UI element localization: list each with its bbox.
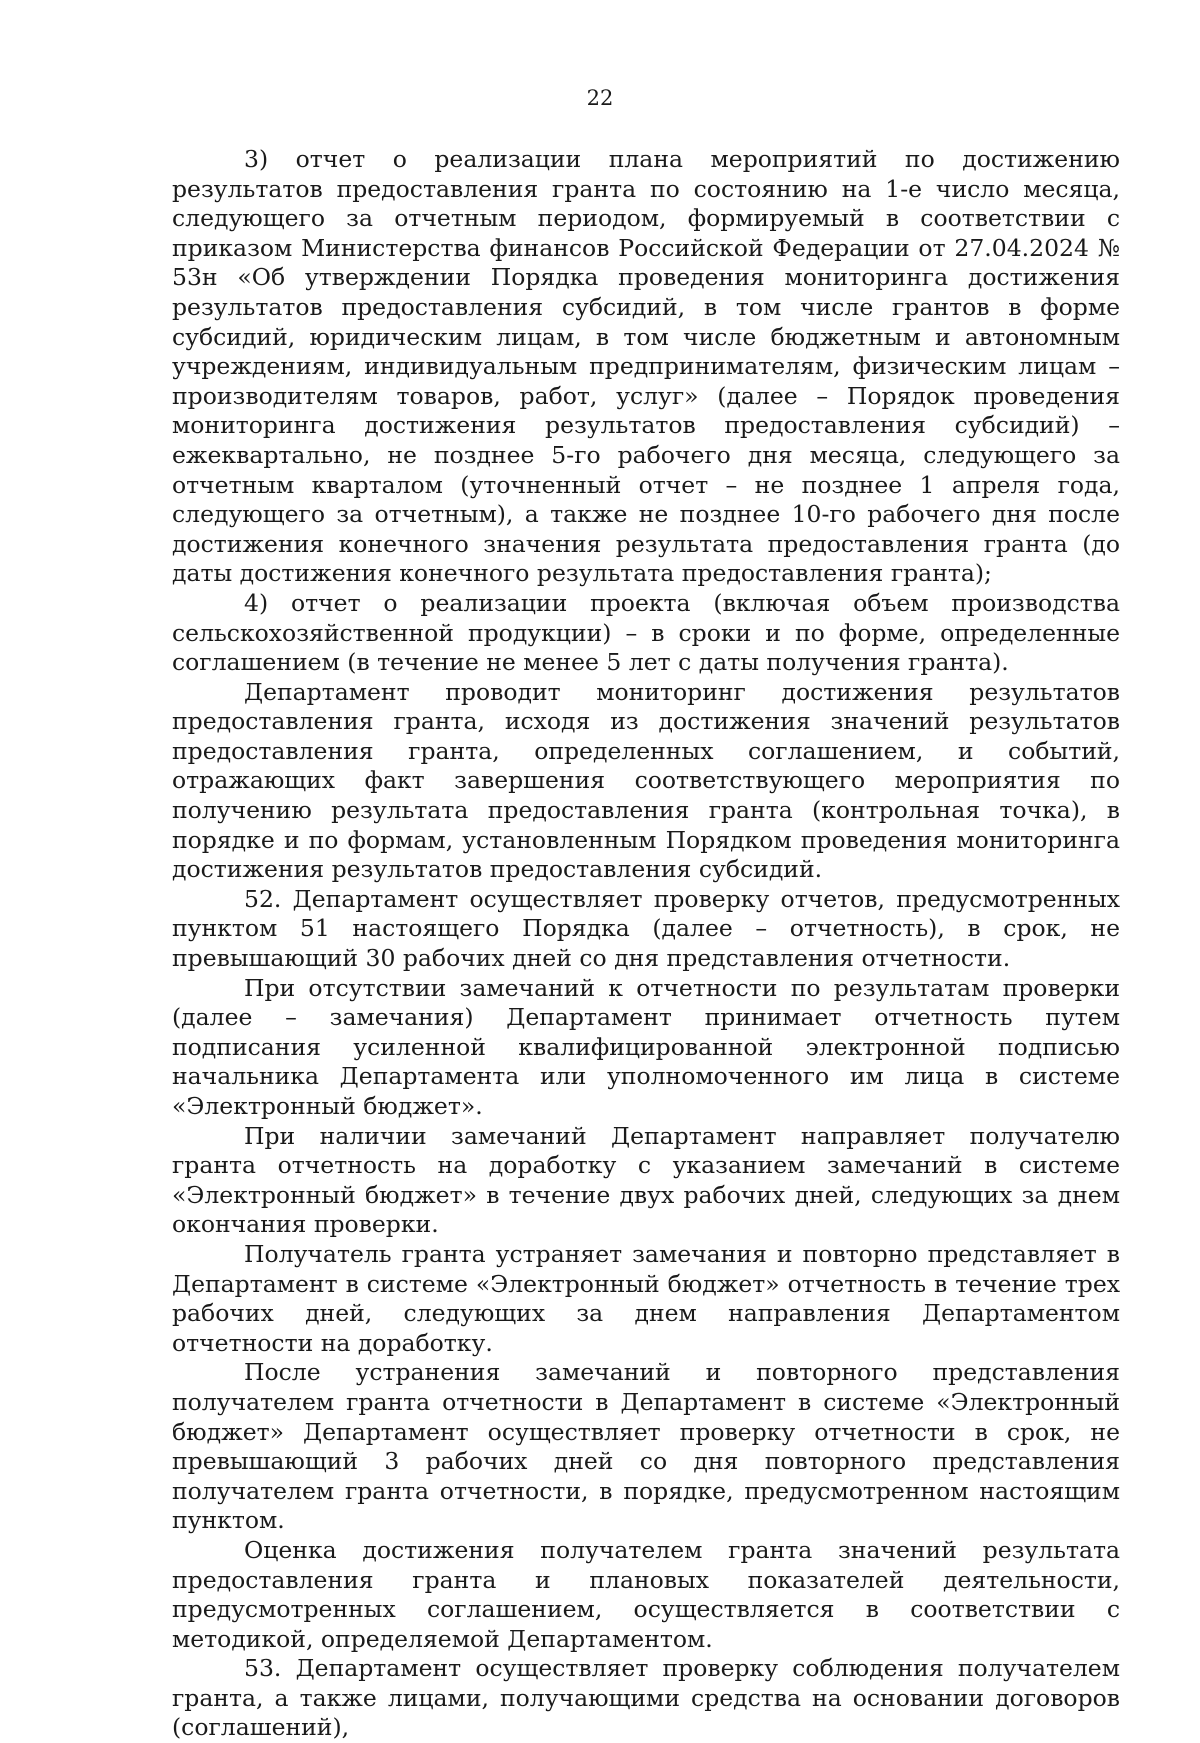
paragraph-item-3-report-plan: 3) отчет о реализации плана мероприятий по достижению результатов предоставления гранта по состоянию на 1-е число месяца, следующего за отчетным периодом, формируемый в соответствии с приказом Министерства финансов Российской Федерации от 27.04.2024 № 53н «Об утверждении Порядка проведения мониторинга достижения результатов предоставления субсидий, в том числе грантов в форме субсидий, юридическим лицам, в том числе бюджетным и автономным учреждениям, индивидуальным предпринимателям, физическим лицам – производителям товаров, работ, услуг» (далее – Порядок проведения мониторинга достижения результатов предоставления субсидий) – ежеквартально, не позднее 5-го рабочего дня месяца, следующего за отчетным кварталом (уточненный отчет – не позднее 1 апреля года, следующего за отчетным), а также не позднее 10-го рабочего дня после достижения конечного значения результата предоставления гранта (до даты достижения конечного результата предоставления гранта);: [172, 145, 1120, 588]
paragraph-clause-52: 52. Департамент осуществляет проверку отчетов, предусмотренных пунктом 51 настоящего Порядка (далее – отчетность), в срок, не превышающий 30 рабочих дней со дня представления отчетности.: [172, 884, 1120, 973]
page-number: 22: [586, 86, 614, 110]
paragraph-repeat-check: После устранения замечаний и повторного представления получателем гранта отчетности в Департамент в системе «Электронный бюджет» Департамент осуществляет проверку отчетности в срок, не превышающий 3 рабочих дней со дня повторного представления получателем гранта отчетности, в порядке, предусмотренном настоящим пунктом.: [172, 1358, 1120, 1535]
paragraph-monitoring: Департамент проводит мониторинг достижения результатов предоставления гранта, исходя из достижения значений результатов предоставления гранта, определенных соглашением, и событий, отражающих факт завершения соответствующего мероприятия по получению результата предоставления гранта (контрольная точка), в порядке и по формам, установленным Порядком проведения мониторинга достижения результатов предоставления субсидий.: [172, 677, 1120, 884]
paragraph-no-remarks: При отсутствии замечаний к отчетности по результатам проверки (далее – замечания) Департамент принимает отчетность путем подписания усиленной квалифицированной электронной подписью начальника Департамента или уполномоченного им лица в системе «Электронный бюджет».: [172, 973, 1120, 1120]
paragraph-with-remarks: При наличии замечаний Департамент направляет получателю гранта отчетность на доработку с указанием замечаний в системе «Электронный бюджет» в течение двух рабочих дней, следующих за днем окончания проверки.: [172, 1121, 1120, 1239]
paragraph-clause-53: 53. Департамент осуществляет проверку соблюдения получателем гранта, а также лицами, получающими средства на основании договоров (соглашений),: [172, 1654, 1120, 1742]
paragraph-recipient-corrects: Получатель гранта устраняет замечания и повторно представляет в Департамент в системе «Электронный бюджет» отчетность в течение трех рабочих дней, следующих за днем направления Департаментом отчетности на доработку.: [172, 1239, 1120, 1357]
paragraph-item-4-report-project: 4) отчет о реализации проекта (включая объем производства сельскохозяйственной продукции) – в сроки и по форме, определенные соглашением (в течение не менее 5 лет с даты получения гранта).: [172, 588, 1120, 677]
document-body: [172, 145, 1120, 1743]
paragraph-evaluation: Оценка достижения получателем гранта значений результата предоставления гранта и плановых показателей деятельности, предусмотренных соглашением, осуществляется в соответствии с методикой, определяемой Департаментом.: [172, 1535, 1120, 1653]
